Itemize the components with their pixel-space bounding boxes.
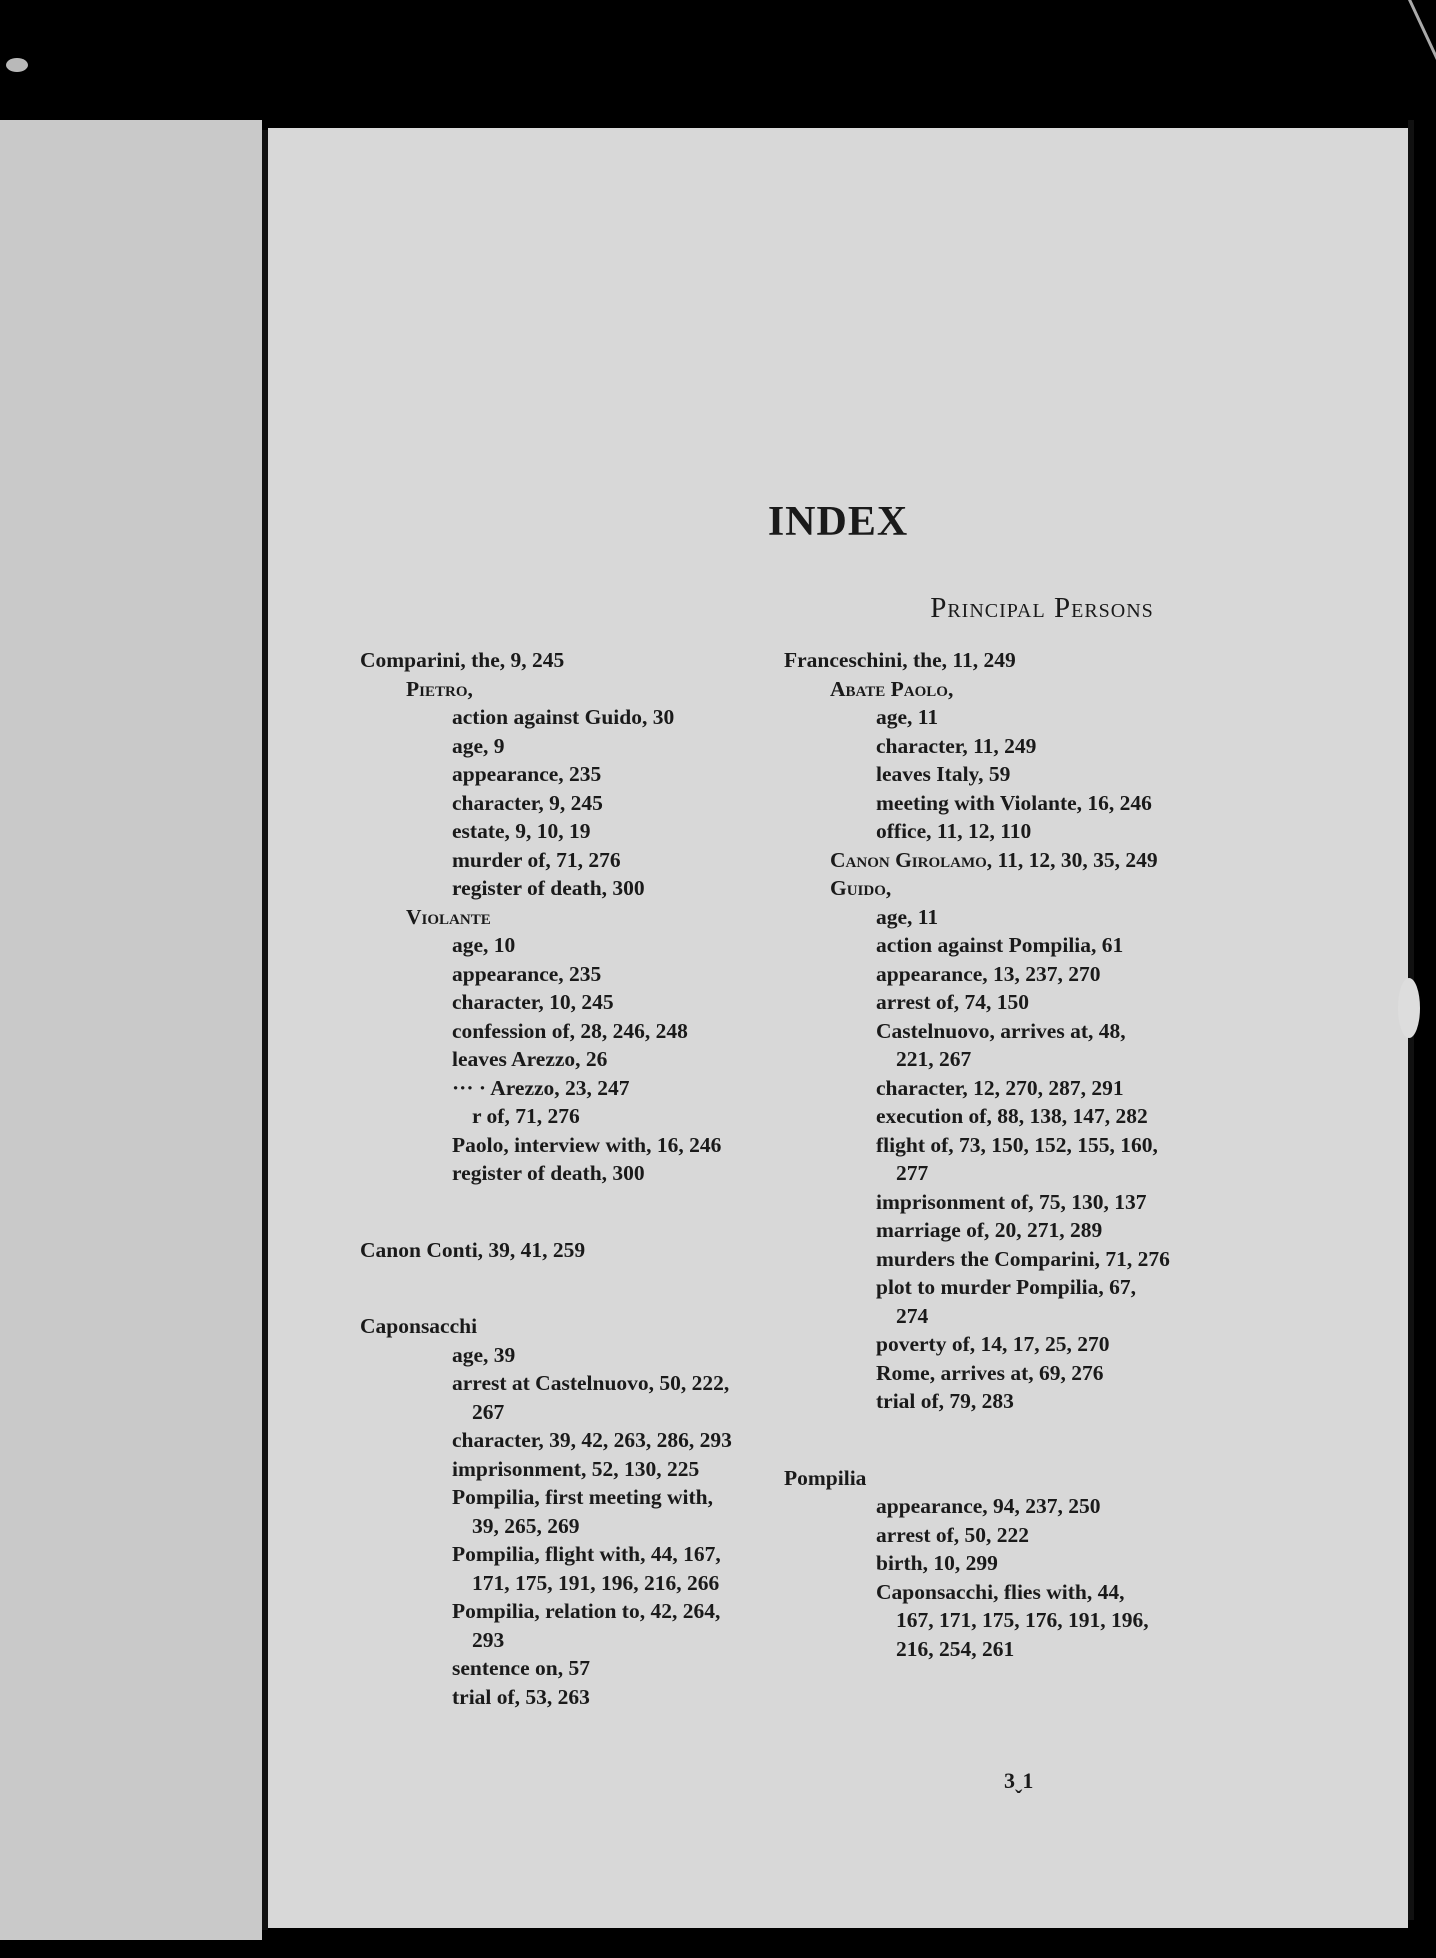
index-entry: Caponsacchi, flies with, 44, bbox=[876, 1579, 1125, 1604]
index-entry: Castelnuovo, arrives at, 48, bbox=[876, 1018, 1126, 1043]
index-entry: 277 bbox=[896, 1161, 929, 1185]
entry-gap bbox=[784, 1432, 1284, 1448]
page-number: 3ˬ1 bbox=[1004, 1768, 1034, 1793]
scan-edge-line bbox=[1408, 0, 1436, 73]
index-entry: character, 9, 245 bbox=[452, 790, 603, 815]
index-entry: birth, 10, 299 bbox=[876, 1551, 998, 1575]
index-subheading: Pietro, bbox=[406, 676, 473, 701]
index-entry: 221, 267 bbox=[896, 1047, 972, 1071]
index-entry: estate, 9, 10, 19 bbox=[452, 819, 591, 843]
index-entry: character, 39, 42, 263, 286, 293 bbox=[452, 1428, 732, 1452]
index-entry: 267 bbox=[472, 1399, 505, 1424]
index-page bbox=[268, 128, 1408, 1928]
index-entry: imprisonment, 52, 130, 225 bbox=[452, 1456, 700, 1481]
index-entry: age, 9 bbox=[452, 733, 505, 758]
index-entry: trial of, 79, 283 bbox=[876, 1389, 1014, 1413]
index-subheading: Abate Paolo, bbox=[830, 676, 954, 701]
index-heading: Pompilia bbox=[784, 1465, 867, 1490]
index-entry: marriage of, 20, 271, 289 bbox=[876, 1218, 1103, 1242]
index-entry: trial of, 53, 263 bbox=[452, 1684, 590, 1709]
index-entry: Paolo, interview with, 16, 246 bbox=[452, 1132, 722, 1157]
index-subheading: Guido, bbox=[830, 876, 892, 900]
index-entry: action against Guido, 30 bbox=[452, 705, 675, 729]
index-entry: character, 10, 245 bbox=[452, 990, 614, 1014]
index-heading: Franceschini, the, 11, 249 bbox=[784, 648, 1016, 672]
index-entry: character, 12, 270, 287, 291 bbox=[876, 1075, 1124, 1100]
index-entry: 274 bbox=[896, 1303, 929, 1328]
index-heading: Canon Conti, 39, 41, 259 bbox=[360, 1237, 586, 1262]
index-entry: appearance, 13, 237, 270 bbox=[876, 961, 1101, 986]
section-heading: Principal Persons bbox=[930, 592, 1154, 624]
index-entry: register of death, 300 bbox=[452, 876, 645, 900]
facing-page bbox=[0, 120, 262, 1940]
index-entry: leaves Italy, 59 bbox=[876, 762, 1011, 786]
index-entry: flight of, 73, 150, 152, 155, 160, bbox=[876, 1132, 1158, 1157]
index-entry: imprisonment of, 75, 130, 137 bbox=[876, 1189, 1147, 1214]
index-entry: 216, 254, 261 bbox=[896, 1636, 1015, 1661]
index-entry: sentence on, 57 bbox=[452, 1656, 590, 1680]
index-entry: execution of, 88, 138, 147, 282 bbox=[876, 1104, 1148, 1128]
scan-smudge bbox=[1398, 978, 1420, 1038]
index-entry: age, 11 bbox=[876, 705, 939, 729]
index-entry: Pompilia, flight with, 44, 167, bbox=[452, 1542, 721, 1566]
index-entry: confession of, 28, 246, 248 bbox=[452, 1018, 688, 1043]
index-entry: Pompilia, relation to, 42, 264, bbox=[452, 1599, 721, 1623]
index-entry: murder of, 71, 276 bbox=[452, 847, 621, 872]
index-entry: Pompilia, first meeting with, bbox=[452, 1485, 713, 1509]
index-subheading: Violante bbox=[406, 904, 491, 929]
index-entry: ··· · Arezzo, 23, 247 bbox=[452, 1075, 630, 1100]
index-entry: age, 11 bbox=[876, 904, 939, 929]
index-entry: age, 10 bbox=[452, 933, 516, 957]
index-entry: appearance, 235 bbox=[452, 762, 602, 786]
index-entry: 171, 175, 191, 196, 216, 266 bbox=[472, 1570, 720, 1595]
index-entry: appearance, 235 bbox=[452, 961, 602, 986]
index-entry: 293 bbox=[472, 1627, 505, 1652]
index-entry: r of, 71, 276 bbox=[472, 1104, 580, 1128]
index-entry: action against Pompilia, 61 bbox=[876, 933, 1124, 957]
index-heading: Comparini, the, 9, 245 bbox=[360, 648, 565, 672]
index-entry: Rome, arrives at, 69, 276 bbox=[876, 1360, 1104, 1385]
index-entry: plot to murder Pompilia, 67, bbox=[876, 1275, 1136, 1299]
index-entry: arrest of, 74, 150 bbox=[876, 990, 1030, 1014]
index-subheading: Canon Girolamo, 11, 12, 30, 35, 249 bbox=[830, 847, 1158, 872]
page-title: INDEX bbox=[767, 499, 909, 545]
index-entry: age, 39 bbox=[452, 1342, 516, 1367]
scan-mark bbox=[6, 58, 28, 72]
index-entry: arrest at Castelnuovo, 50, 222, bbox=[452, 1371, 730, 1395]
index-entry: appearance, 94, 237, 250 bbox=[876, 1494, 1101, 1518]
index-entry: 167, 171, 175, 176, 191, 196, bbox=[896, 1608, 1149, 1632]
index-entry: poverty of, 14, 17, 25, 270 bbox=[876, 1332, 1110, 1356]
index-entry: murders the Comparini, 71, 276 bbox=[876, 1246, 1170, 1271]
index-entry: office, 11, 12, 110 bbox=[876, 819, 1032, 843]
index-column-right bbox=[784, 646, 1284, 1663]
index-entry: 39, 265, 269 bbox=[472, 1513, 580, 1538]
index-entry: character, 11, 249 bbox=[876, 733, 1037, 758]
index-entry: register of death, 300 bbox=[452, 1161, 645, 1185]
index-entry: meeting with Violante, 16, 246 bbox=[876, 790, 1152, 815]
index-heading: Caponsacchi bbox=[360, 1314, 478, 1338]
index-entry: leaves Arezzo, 26 bbox=[452, 1047, 608, 1071]
index-entry: arrest of, 50, 222 bbox=[876, 1522, 1030, 1547]
